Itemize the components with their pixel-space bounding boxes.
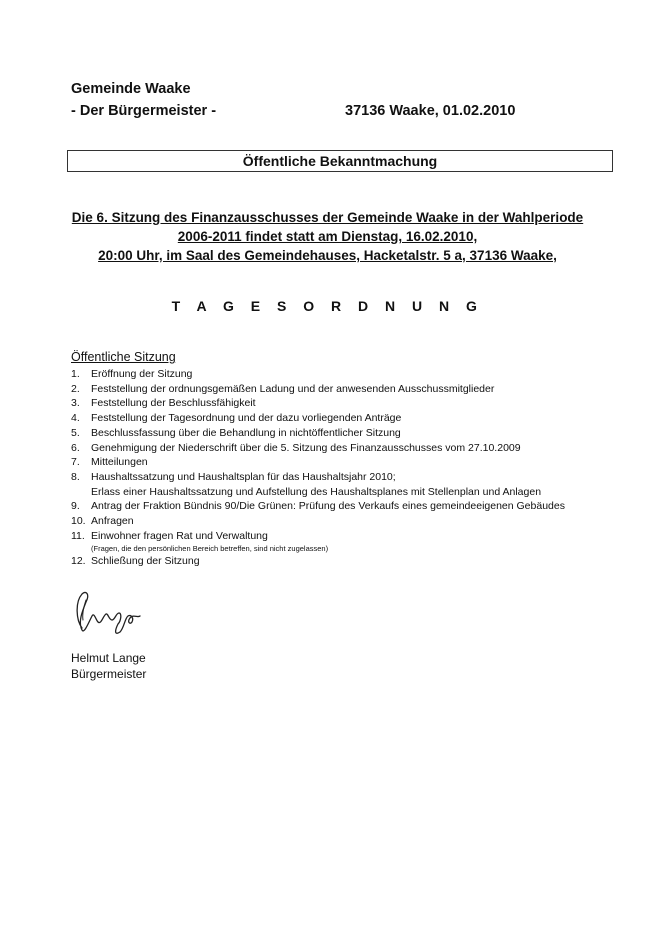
announcement-line-2: 2006-2011 findet statt am Dienstag, 16.02.2010,: [177, 229, 478, 244]
agenda-item: [71, 367, 631, 382]
agenda-item-text-block: [91, 441, 631, 456]
announcement-line-3: 20:00 Uhr, im Saal des Gemeindehauses, Hacketalstr. 5 a, 37136 Waake,: [98, 248, 557, 263]
agenda-item-note: (Fragen, die den persönlichen Bereich betreffen, sind nicht zugelassen): [91, 544, 329, 554]
agenda-item: [71, 411, 631, 426]
agenda-list: [71, 367, 631, 569]
agenda-item-text-continued: Erlass einer Haushaltssatzung und Aufstellung des Haushaltsplanes mit Stellenplan und Anlagen: [91, 485, 542, 498]
agenda-item-text-block: [91, 514, 631, 529]
agenda-item-text: Anfragen: [91, 515, 134, 528]
agenda-item-text: Antrag der Fraktion Bündnis 90/Die Grünen: Prüfung des Verkaufs eines gemeindeeigenen Gebäudes: [91, 500, 565, 513]
agenda-item: [71, 441, 631, 456]
agenda-item-text-block: [91, 529, 631, 555]
agenda-item: [71, 382, 631, 397]
section-heading: Öffentliche Sitzung: [71, 350, 176, 364]
agenda-item: [71, 470, 631, 499]
agenda-item-text-block: [91, 411, 631, 426]
signer-name: Helmut Lange: [71, 651, 146, 665]
agenda-item: [71, 514, 631, 529]
agenda-item-number: 12.: [71, 555, 86, 568]
agenda-item-number: 5.: [71, 426, 80, 439]
agenda-item-number: 3.: [71, 397, 80, 410]
signer-block: [71, 650, 146, 682]
agenda-item-text: Eröffnung der Sitzung: [91, 368, 193, 380]
notice-title: Öffentliche Bekanntmachung: [242, 153, 438, 169]
meeting-announcement: [40, 208, 615, 265]
agenda-item: [71, 554, 631, 569]
agenda-item-number: 9.: [71, 500, 80, 513]
agenda-item-text: Beschlussfassung über die Behandlung in nichtöffentlicher Sitzung: [91, 426, 401, 439]
agenda-item: [71, 396, 631, 411]
agenda-item-text: Schließung der Sitzung: [91, 555, 200, 568]
agenda-item: [71, 499, 631, 514]
announcement-line-1: Die 6. Sitzung des Finanzausschusses der Gemeinde Waake in der Wahlperiode: [71, 210, 584, 225]
agenda-item: [71, 529, 631, 555]
signer-title: Bürgermeister: [71, 667, 147, 681]
agenda-item-text-block: [91, 396, 631, 411]
agenda-item-text-block: [91, 382, 631, 397]
agenda-item-number: 10.: [71, 515, 86, 528]
agenda-item-number: 11.: [71, 529, 85, 542]
agenda-item-text: Feststellung der ordnungsgemäßen Ladung und der anwesenden Ausschussmitglieder: [91, 382, 495, 395]
agenda-item-text: Haushaltssatzung und Haushaltsplan für das Haushaltsjahr 2010;: [91, 470, 396, 483]
agenda-item: [71, 455, 631, 470]
place-date: 37136 Waake, 01.02.2010: [345, 103, 516, 119]
agenda-item-text: Feststellung der Tagesordnung und der dazu vorliegenden Anträge: [91, 412, 402, 425]
org-name: Gemeinde Waake: [71, 81, 191, 97]
agenda-item-text-block: [91, 470, 631, 499]
agenda-item-text-block: [91, 455, 631, 470]
agenda-item-text-block: [91, 499, 631, 514]
agenda-item-text-block: [91, 367, 631, 382]
agenda-item-number: 7.: [71, 456, 80, 469]
agenda-item-number: 6.: [71, 441, 80, 454]
agenda-item-text-block: [91, 554, 631, 569]
agenda-item-text-block: [91, 426, 631, 441]
agenda-item-text: Mitteilungen: [91, 456, 148, 469]
agenda-item-number: 1.: [71, 368, 80, 380]
agenda-item: [71, 426, 631, 441]
mayor-title: - Der Bürgermeister -: [71, 103, 217, 119]
agenda-item-number: 2.: [71, 382, 80, 395]
agenda-item-text: Genehmigung der Niederschrift über die 5. Sitzung des Finanzausschusses vom 27.10.2009: [91, 441, 521, 454]
agenda-title: T A G E S O R D N U N G: [171, 298, 484, 314]
signature-image: [70, 580, 160, 640]
agenda-item-text: Einwohner fragen Rat und Verwaltung: [91, 529, 268, 542]
agenda-item-number: 8.: [71, 470, 80, 483]
notice-title-box: [67, 150, 613, 172]
agenda-item-text: Feststellung der Beschlussfähigkeit: [91, 397, 256, 410]
agenda-item-number: 4.: [71, 412, 80, 425]
